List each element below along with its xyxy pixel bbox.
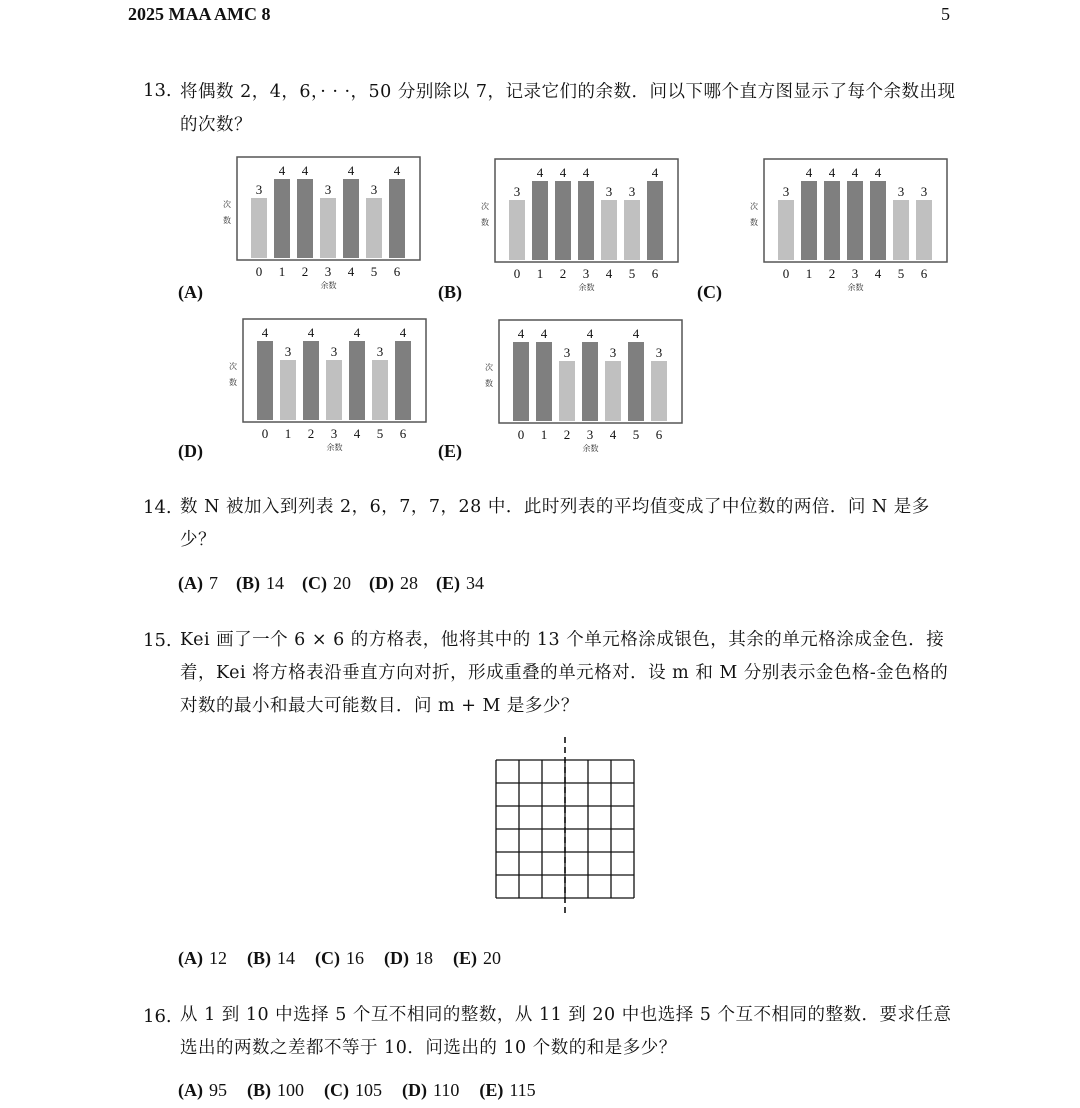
category-tick-label: 6 (393, 264, 401, 279)
category-tick-label: 3 (582, 266, 590, 281)
answer-choice (436, 573, 484, 594)
choice-letter: (E) (479, 1080, 504, 1100)
bar-value-label: 3 (513, 184, 521, 199)
category-tick-label: 4 (353, 426, 361, 441)
q15-number: 15. (143, 630, 172, 651)
choice-value: 18 (415, 948, 433, 968)
histogram-bar (366, 198, 382, 258)
choice-value: 20 (333, 573, 351, 593)
choice-letter: (E) (453, 948, 477, 968)
q13-text: 将偶数 2，4，6，· · ·，50 分别除以 7，记录它们的余数．问以下哪个直方图显示了每个余数出现的次数？ (180, 82, 956, 135)
q16-text: 从 1 到 10 中选择 5 个互不相同的整数，从 11 到 20 中也选择 5 个互不相同的整数．要求任意选出的两数之差都不等于 10．问选出的 10 个数的和是多少？ (180, 1005, 952, 1058)
choice-letter: (B) (247, 1080, 271, 1100)
histogram-bar (847, 181, 863, 260)
option-e-label: (E) (438, 441, 462, 461)
histogram-bar (555, 181, 571, 260)
histogram-bar (801, 181, 817, 260)
histogram-bar (578, 181, 594, 260)
bar-value-label: 3 (324, 182, 332, 197)
choice-letter: (C) (324, 1080, 349, 1100)
choice-value: 12 (209, 948, 227, 968)
histogram-e (482, 318, 692, 453)
q13-number: 13. (143, 80, 172, 101)
answer-choice (178, 1080, 227, 1101)
q15-choices (178, 948, 521, 969)
answer-choice (247, 1080, 304, 1101)
histogram-bar (778, 200, 794, 260)
bar-value-label: 3 (330, 344, 338, 359)
category-tick-label: 3 (324, 264, 332, 279)
choice-value: 100 (277, 1080, 304, 1100)
choice-letter: (A) (178, 573, 203, 593)
bar-value-label: 4 (517, 326, 525, 341)
category-tick-label: 0 (517, 427, 525, 442)
bar-value-label: 4 (559, 165, 567, 180)
answer-choice (302, 573, 351, 594)
category-tick-label: 6 (399, 426, 407, 441)
category-tick-label: 5 (370, 264, 378, 279)
choice-letter: (B) (236, 573, 260, 593)
bar-value-label: 4 (393, 163, 401, 178)
choice-letter: (C) (302, 573, 327, 593)
answer-choice (324, 1080, 382, 1101)
histogram-bar (601, 200, 617, 260)
y-axis-label: 次 (750, 202, 758, 211)
option-b-label: (B) (438, 282, 462, 302)
choice-value: 115 (509, 1080, 536, 1100)
answer-choice (178, 573, 218, 594)
option-c-label: (C) (697, 282, 722, 302)
bar-value-label: 4 (353, 325, 361, 340)
choice-value: 20 (483, 948, 501, 968)
answer-choice (402, 1080, 459, 1101)
category-tick-label: 5 (897, 266, 905, 281)
histogram-bar (624, 200, 640, 260)
histogram-bar (513, 342, 529, 421)
choice-letter: (D) (384, 948, 409, 968)
histogram-bar (343, 179, 359, 258)
bar-value-label: 4 (536, 165, 544, 180)
choice-value: 14 (266, 573, 284, 593)
category-tick-label: 4 (874, 266, 882, 281)
bar-value-label: 4 (851, 165, 859, 180)
x-axis-label: 余数 (578, 283, 595, 292)
bar-value-label: 3 (284, 344, 292, 359)
bar-value-label: 4 (301, 163, 309, 178)
category-tick-label: 1 (540, 427, 548, 442)
histogram-bar (297, 179, 313, 258)
bar-value-label: 3 (370, 182, 378, 197)
answer-choice (384, 948, 433, 969)
category-tick-label: 6 (655, 427, 663, 442)
bar-value-label: 4 (278, 163, 286, 178)
answer-choice (315, 948, 364, 969)
category-tick-label: 1 (536, 266, 544, 281)
choice-letter: (E) (436, 573, 460, 593)
answer-choice (247, 948, 295, 969)
histogram-bar (320, 198, 336, 258)
category-tick-label: 0 (513, 266, 521, 281)
category-tick-label: 2 (301, 264, 309, 279)
option-a-label: (A) (178, 282, 203, 302)
category-tick-label: 3 (586, 427, 594, 442)
category-tick-label: 5 (632, 427, 640, 442)
category-tick-label: 6 (920, 266, 928, 281)
histogram-bar (395, 341, 411, 420)
bar-value-label: 3 (563, 345, 571, 360)
category-tick-label: 2 (563, 427, 571, 442)
y-axis-label: 次 (229, 362, 237, 371)
q14-choices (178, 573, 502, 594)
y-axis-label: 数 (223, 216, 231, 225)
bar-value-label: 3 (655, 345, 663, 360)
q16-number: 16. (143, 1006, 172, 1027)
y-axis-label: 次 (223, 200, 231, 209)
answer-choice (453, 948, 501, 969)
choice-value: 95 (209, 1080, 227, 1100)
category-tick-label: 4 (605, 266, 613, 281)
histogram-bar (628, 342, 644, 421)
choice-value: 7 (209, 573, 218, 593)
choice-value: 34 (466, 573, 484, 593)
bar-value-label: 3 (920, 184, 928, 199)
category-tick-label: 0 (782, 266, 790, 281)
category-tick-label: 1 (284, 426, 292, 441)
histogram-bar (274, 179, 290, 258)
histogram-bar (893, 200, 909, 260)
bar-value-label: 3 (897, 184, 905, 199)
q16-choices (178, 1080, 556, 1101)
histogram-bar (326, 360, 342, 420)
category-tick-label: 3 (851, 266, 859, 281)
answer-choice (236, 573, 284, 594)
histogram-bar (257, 341, 273, 420)
histogram-bar (532, 181, 548, 260)
category-tick-label: 2 (828, 266, 836, 281)
folding-grid-figure (480, 735, 650, 920)
histogram-bar (647, 181, 663, 260)
bar-value-label: 3 (376, 344, 384, 359)
histogram-bar (303, 341, 319, 420)
histogram-bar (824, 181, 840, 260)
histogram-bar (509, 200, 525, 260)
choice-letter: (A) (178, 948, 203, 968)
choice-value: 14 (277, 948, 295, 968)
y-axis-label: 数 (481, 218, 489, 227)
bar-value-label: 3 (628, 184, 636, 199)
q15-text: Kei 画了一个 6 × 6 的方格表，他将其中的 13 个单元格涂成银色，其余的单元格涂成金色．接着，Kei 将方格表沿垂直方向对折，形成重叠的单元格对．设 m 和 M 分别表示金色格-金色格的对数的最小和最大可能数目．问 m + M 是多少？ (180, 630, 949, 716)
choice-letter: (D) (402, 1080, 427, 1100)
bar-value-label: 4 (307, 325, 315, 340)
q14-number: 14. (143, 497, 172, 518)
bar-value-label: 4 (874, 165, 882, 180)
histogram-bar (916, 200, 932, 260)
category-tick-label: 0 (261, 426, 269, 441)
choice-value: 16 (346, 948, 364, 968)
histogram-bar (559, 361, 575, 421)
histogram-d (226, 317, 436, 452)
y-axis-label: 次 (485, 363, 493, 372)
histogram-bar (536, 342, 552, 421)
category-tick-label: 0 (255, 264, 263, 279)
bar-value-label: 4 (540, 326, 548, 341)
bar-value-label: 4 (651, 165, 659, 180)
histogram-bar (870, 181, 886, 260)
bar-value-label: 4 (399, 325, 407, 340)
x-axis-label: 余数 (847, 283, 864, 292)
answer-choice (479, 1080, 535, 1101)
bar-value-label: 4 (632, 326, 640, 341)
choice-letter: (A) (178, 1080, 203, 1100)
choice-letter: (D) (369, 573, 394, 593)
y-axis-label: 次 (481, 202, 489, 211)
choice-value: 110 (433, 1080, 460, 1100)
histogram-c (747, 157, 957, 292)
histogram-bar (605, 361, 621, 421)
x-axis-label: 余数 (320, 281, 337, 290)
category-tick-label: 1 (805, 266, 813, 281)
bar-value-label: 3 (255, 182, 263, 197)
bar-value-label: 3 (782, 184, 790, 199)
bar-value-label: 4 (805, 165, 813, 180)
histogram-b (478, 157, 688, 292)
bar-value-label: 4 (347, 163, 355, 178)
choice-letter: (B) (247, 948, 271, 968)
choice-value: 28 (400, 573, 418, 593)
bar-value-label: 4 (261, 325, 269, 340)
histogram-a (220, 155, 430, 290)
bar-value-label: 4 (586, 326, 594, 341)
choice-letter: (C) (315, 948, 340, 968)
category-tick-label: 2 (559, 266, 567, 281)
x-axis-label: 余数 (326, 443, 343, 452)
y-axis-label: 数 (229, 378, 237, 387)
category-tick-label: 1 (278, 264, 286, 279)
category-tick-label: 4 (609, 427, 617, 442)
category-tick-label: 5 (628, 266, 636, 281)
y-axis-label: 数 (750, 218, 758, 227)
x-axis-label: 余数 (582, 444, 599, 453)
histogram-bar (280, 360, 296, 420)
bar-value-label: 4 (828, 165, 836, 180)
y-axis-label: 数 (485, 379, 493, 388)
category-tick-label: 2 (307, 426, 315, 441)
category-tick-label: 3 (330, 426, 338, 441)
histogram-bar (582, 342, 598, 421)
answer-choice (178, 948, 227, 969)
category-tick-label: 6 (651, 266, 659, 281)
option-d-label: (D) (178, 441, 203, 461)
category-tick-label: 4 (347, 264, 355, 279)
category-tick-label: 5 (376, 426, 384, 441)
answer-choice (369, 573, 418, 594)
histogram-bar (372, 360, 388, 420)
page-number: 5 (941, 4, 950, 24)
bar-value-label: 4 (582, 165, 590, 180)
bar-value-label: 3 (609, 345, 617, 360)
histogram-bar (651, 361, 667, 421)
q14-text: 数 N 被加入到列表 2，6，7，7，28 中．此时列表的平均值变成了中位数的两倍．问 N 是多少？ (180, 497, 930, 550)
bar-value-label: 3 (605, 184, 613, 199)
page-header-title: 2025 MAA AMC 8 (128, 4, 271, 24)
histogram-bar (349, 341, 365, 420)
histogram-bar (251, 198, 267, 258)
histogram-bar (389, 179, 405, 258)
choice-value: 105 (355, 1080, 382, 1100)
